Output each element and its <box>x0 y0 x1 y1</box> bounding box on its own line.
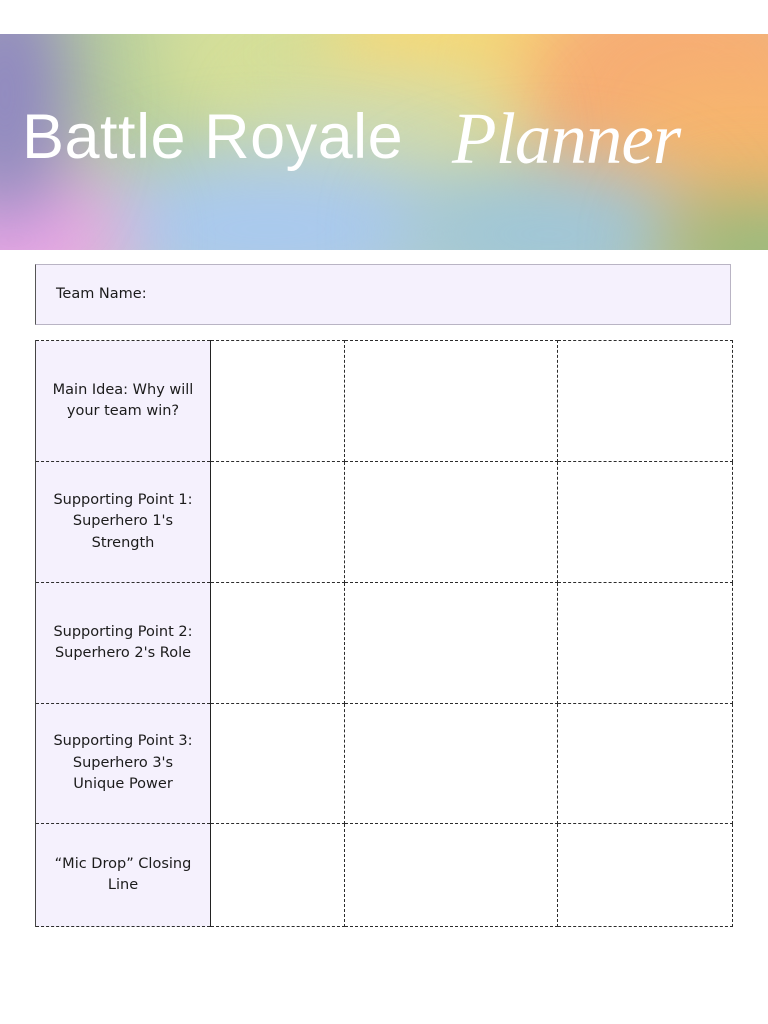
entry-cell[interactable] <box>345 824 558 927</box>
planner-row-supporting-point-3 <box>36 704 733 824</box>
row-label-cell <box>36 704 211 824</box>
entry-cell[interactable] <box>558 583 733 704</box>
entry-cell[interactable] <box>345 462 558 583</box>
team-name-label: Team Name: <box>56 286 147 302</box>
planner-row-supporting-point-1 <box>36 462 733 583</box>
planner-row-closing-line <box>36 824 733 927</box>
page-title: Battle Royale <box>22 102 404 172</box>
row-label-supporting-point-3: Supporting Point 3: Superhero 3's Unique Power <box>53 733 193 793</box>
entry-cell[interactable] <box>345 341 558 462</box>
entry-cell[interactable] <box>211 341 345 462</box>
entry-cell[interactable] <box>345 583 558 704</box>
entry-cell[interactable] <box>558 341 733 462</box>
row-label-supporting-point-1: Supporting Point 1: Superhero 1's Strength <box>53 491 193 551</box>
planner-row-main-idea <box>36 341 733 462</box>
entry-cell[interactable] <box>558 824 733 927</box>
planner-table <box>35 340 733 927</box>
entry-cell[interactable] <box>211 583 345 704</box>
row-label-cell <box>36 583 211 704</box>
team-name-field[interactable] <box>35 264 731 325</box>
row-label-cell <box>36 824 211 927</box>
page-title-script: Planner <box>452 98 681 179</box>
entry-cell[interactable] <box>345 704 558 824</box>
row-label-cell <box>36 462 211 583</box>
row-label-main-idea: Main Idea: Why will your team win? <box>52 381 194 419</box>
row-label-cell <box>36 341 211 462</box>
entry-cell[interactable] <box>211 824 345 927</box>
header-banner <box>0 34 768 250</box>
row-label-closing-line: “Mic Drop” Closing Line <box>54 855 192 893</box>
entry-cell[interactable] <box>211 462 345 583</box>
planner-row-supporting-point-2 <box>36 583 733 704</box>
entry-cell[interactable] <box>558 462 733 583</box>
entry-cell[interactable] <box>558 704 733 824</box>
entry-cell[interactable] <box>211 704 345 824</box>
row-label-supporting-point-2: Supporting Point 2: Superhero 2's Role <box>53 623 193 661</box>
